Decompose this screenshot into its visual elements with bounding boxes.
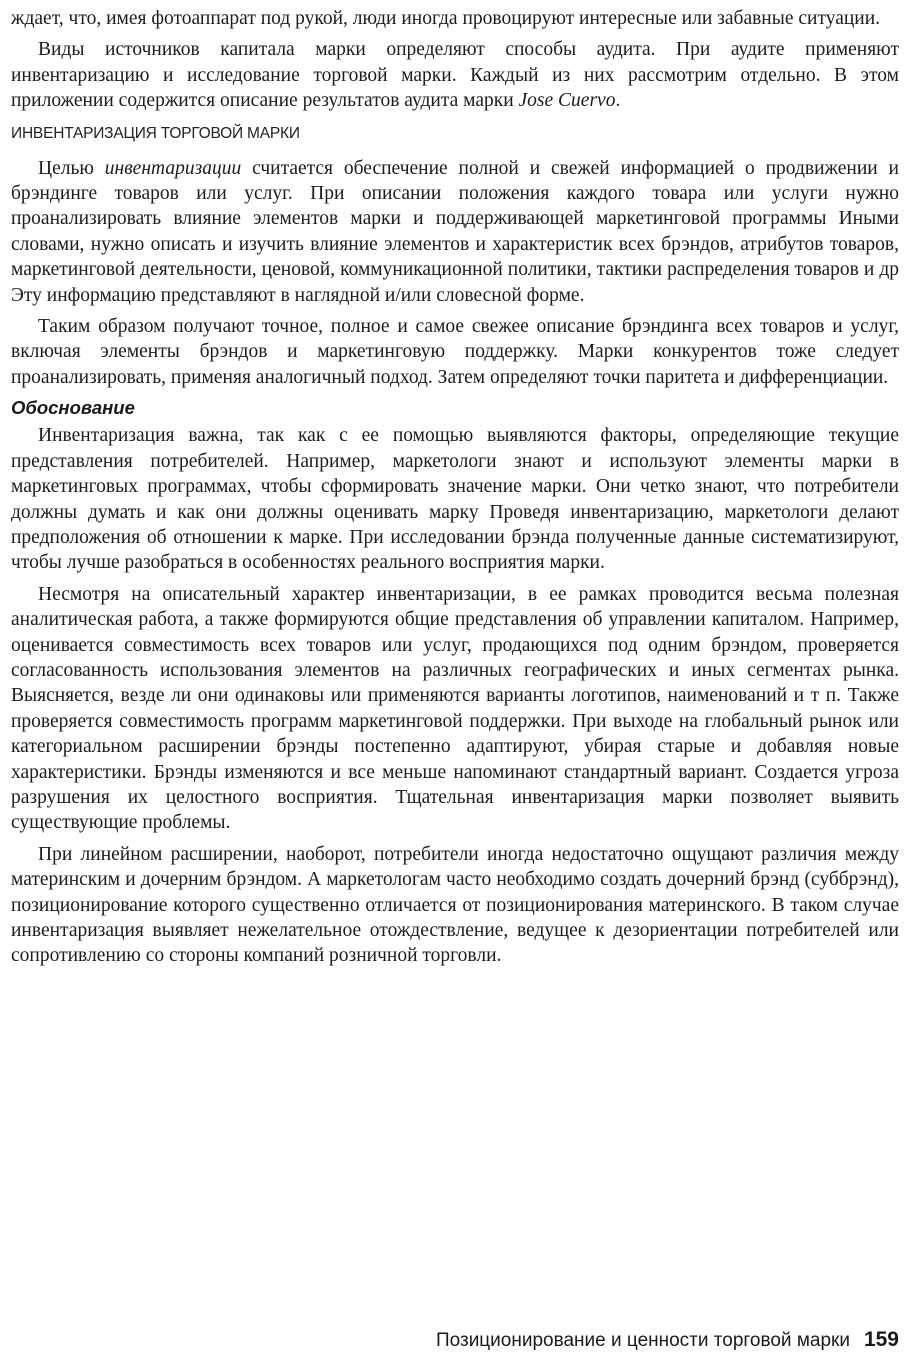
paragraph-audit-types-text: Виды источников капитала марки определяют способы аудита. При аудите применяют инвентаризацию и исследование торговой марки. Каждый из них рассмотрим отдельно. В этом приложении содержится описание результатов аудита марки <box>11 39 899 112</box>
paragraph-inventory-result: Таким образом получают точное, полное и самое свежее описание брэндинга всех товаров и услуг, включая элементы брэндов и маркетинговую поддержку. Марки конкурентов тоже следует проанализировать, применяя аналогичный подход. Затем определяют точки паритета и дифференциации. <box>11 316 899 388</box>
paragraph-inventory-goal <box>11 156 899 308</box>
page-body <box>11 6 899 975</box>
subheading-rationale: Обоснование <box>11 397 135 419</box>
page-footer <box>436 1328 899 1352</box>
term-inventory: инвентаризации <box>104 157 242 179</box>
section-heading-inventory: ИНВЕНТАРИЗАЦИЯ ТОРГОВОЙ МАРКИ <box>11 124 300 142</box>
page-number: 159 <box>863 1328 899 1351</box>
paragraph-rationale: Инвентаризация важна, так как с ее помощью выявляются факторы, определяющие текущие представления потребителей. Например, маркетологи знают и используют элементы марки в маркетинговых программах, чтобы сформировать значение марки. Они четко знают, что потребители должны думать и как они должны оценивать марку Проведя инвентаризацию, маркетологи делают предположения об отношении к марке. При исследовании брэнда полученные данные систематизируют, чтобы лучше разобраться в особенностях реального восприятия марки. <box>11 425 899 574</box>
paragraph-line-extension: При линейном расширении, наоборот, потребители иногда недостаточно ощущают различия между материнским и дочерним брэндом. А маркетологам часто необходимо создать дочерний брэнд (суббрэнд), позиционирование которого существенно отличается от позиционирования материнского. В таком случае инвентаризация выявляет нежелательное отождествление, ведущее к дезориентации потребителей или сопротивлению со стороны компаний розничной торговли. <box>11 843 899 967</box>
brand-name-jose-cuervo: Jose Cuervo <box>518 90 616 112</box>
paragraph-audit-types <box>11 37 899 113</box>
running-title: Позиционирование и ценности торговой марки <box>435 1330 850 1351</box>
paragraph-inventory-goal-lead: Целью <box>38 157 105 179</box>
paragraph-analysis: Несмотря на описательный характер инвентаризации, в ее рамках проводится весьма полезная аналитическая работа, а также формируются общие представления об управлении капиталом. Например, оценивается совместимость всех товаров или услуг, продающихся под одним брэндом, проверяется согласованность использования элементов на различных географических и иных сегментах рынка. Выясняется, везде ли они одинаковы или применяются варианты логотипов, наименований и т п. Также проверяется совместимость программ маркетинговой поддержки. При выходе на глобальный рынок или категориальном расширении брэнды постепенно адаптируют, убирая старые и добавляя новые характеристики. Брэнды изменяются и все меньше напоминают стандартный вариант. Создается угроза разрушения их целостного восприятия. Тщательная инвентаризация марки позволяет выявить существующие проблемы. <box>11 583 899 834</box>
paragraph-audit-types-end: . <box>615 90 621 112</box>
paragraph-intro-continuation: ждает, что, имея фотоаппарат под рукой, люди иногда провоцируют интересные или забавные ситуации. <box>11 8 881 29</box>
paragraph-inventory-goal-text: считается обеспечение полной и свежей информацией о продвижении и брэндинге товаров или услуг. При описании положения каждого товара или услуги нужно проанализировать влияние элементов марки и поддерживающей маркетинговой программы Иными словами, нужно описать и изучить влияние элементов и характеристик всех брэндов, атрибутов товаров, маркетинговой деятельности, ценовой, коммуникационной политики, тактики распределения товаров и др Эту информацию представляют в наглядной и/или словесной форме. <box>11 157 899 306</box>
